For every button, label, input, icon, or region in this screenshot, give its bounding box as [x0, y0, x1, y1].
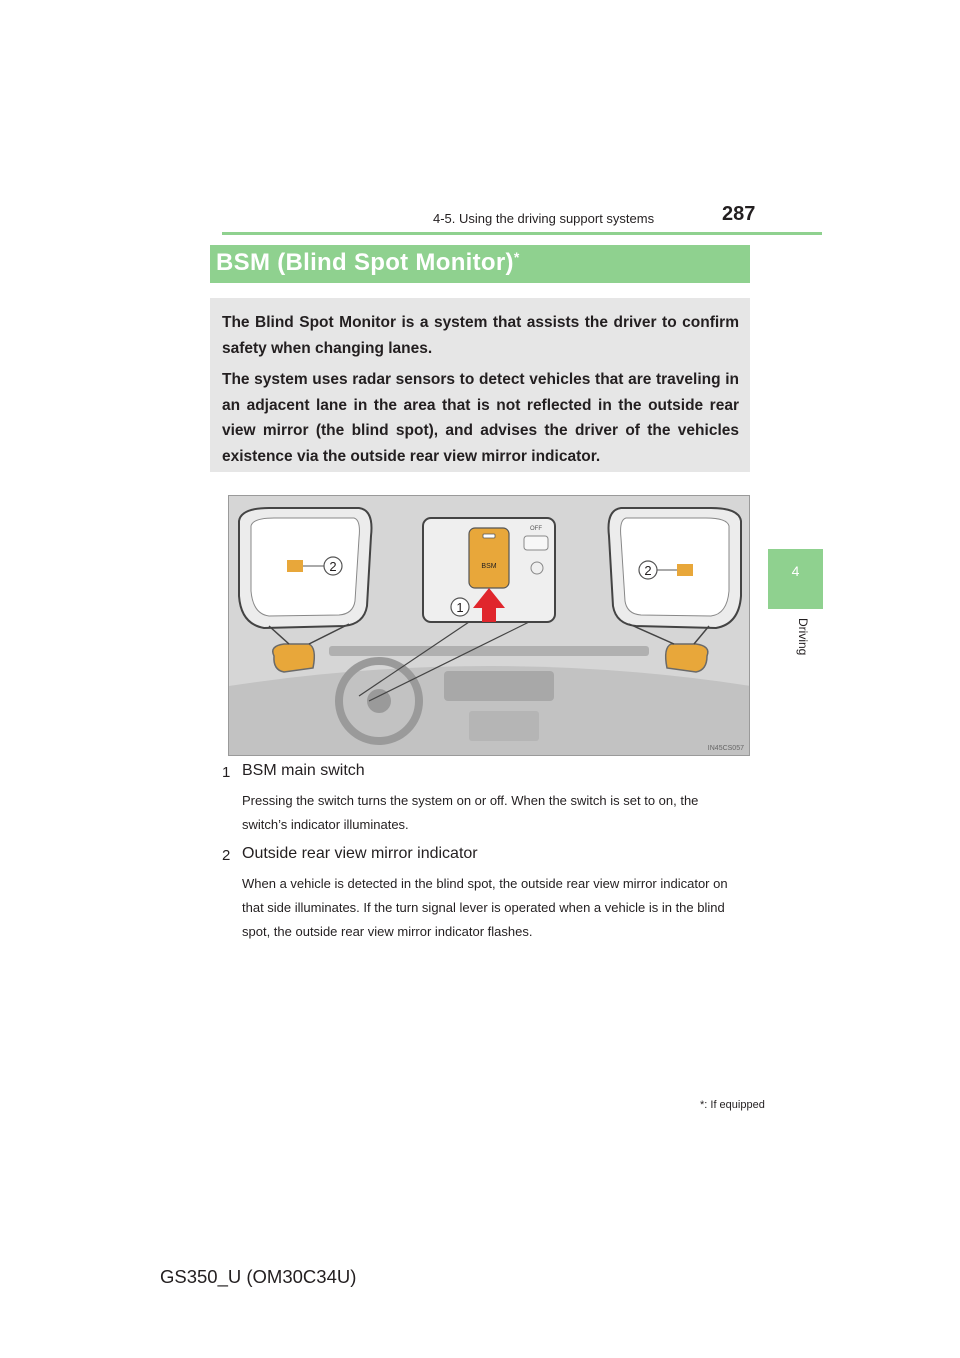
item-1-title: BSM main switch — [242, 762, 365, 779]
page-title-text: BSM (Blind Spot Monitor) — [216, 249, 514, 276]
right-mirror-indicator — [677, 564, 693, 576]
item-1-description: Pressing the switch turns the system on or off. When the switch is set to on, the switch’s indicator illuminates. — [242, 793, 699, 832]
footer-model-code: GS350_U (OM30C34U) — [160, 1266, 357, 1287]
center-console — [444, 671, 554, 701]
intro-box — [210, 298, 750, 472]
header-section-title: 4-5. Using the driving support systems — [433, 211, 655, 226]
left-mirror-indicator — [287, 560, 303, 572]
off-label: OFF — [530, 526, 542, 532]
page-title — [216, 249, 520, 277]
page-number: 287 — [722, 203, 756, 225]
callout-2-right: 2 — [644, 563, 652, 578]
chapter-tab — [768, 549, 823, 609]
footnote-mark: * — [700, 1099, 705, 1111]
chapter-number: 4 — [791, 563, 800, 579]
intro-paragraph-1: The Blind Spot Monitor is a system that assists the driver to confirm safety when changing lanes. — [222, 314, 739, 357]
equipped-mark: * — [513, 249, 520, 265]
footnote-text: : If equipped — [704, 1099, 765, 1111]
callout-1: 1 — [456, 600, 464, 615]
left-car-mirror — [273, 644, 315, 672]
figure-code: IN45CS057 — [707, 745, 744, 752]
switch-label: BSM — [481, 563, 497, 570]
item-2-title: Outside rear view mirror indicator — [242, 845, 478, 862]
chapter-label: Driving — [796, 618, 810, 656]
intro-paragraph-2: The system uses radar sensors to detect vehicles that are traveling in an adjacent lane in the area that is not reflected in the outside rear view mirror (the blind spot), and advises the driver of the vehicles existence via the outside rear view mirror indicator. — [222, 371, 739, 465]
callout-2-left: 2 — [329, 559, 337, 574]
header-rule — [222, 232, 822, 235]
right-car-mirror — [666, 644, 708, 672]
bsm-illustration — [228, 495, 750, 756]
item-2-description: When a vehicle is detected in the blind spot, the outside rear view mirror indicator on that side illuminates. If the turn signal lever is operated when a vehicle is in the blind spot, the outside rear view mirror indicator flashes. — [242, 876, 728, 939]
footnote — [700, 1099, 765, 1111]
item-1-number: 1 — [222, 764, 231, 781]
item-2-number: 2 — [222, 847, 231, 864]
illustration-svg — [229, 496, 750, 756]
